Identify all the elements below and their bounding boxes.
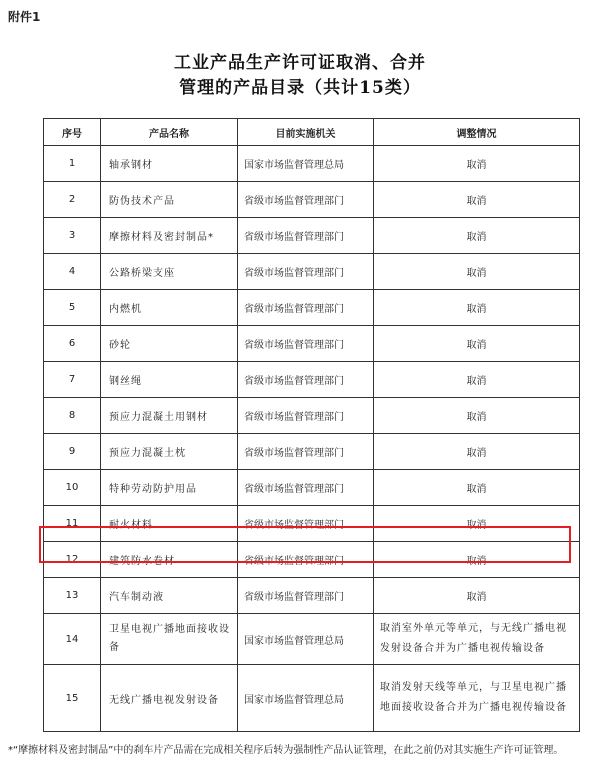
row-product-name: 预应力混凝土用钢材: [101, 398, 238, 434]
row-agency: 国家市场监督管理总局: [238, 146, 374, 182]
row-product-name: 内燃机: [101, 290, 238, 326]
row-agency: 省级市场监督管理部门: [238, 578, 374, 614]
row-product-name: 预应力混凝土枕: [101, 434, 238, 470]
row-product-name: 无线广播电视发射设备: [101, 665, 238, 732]
row-seq: 11: [44, 506, 101, 542]
row-seq: 4: [44, 254, 101, 290]
table-row: [44, 362, 580, 398]
row-seq: 9: [44, 434, 101, 470]
row-adjustment: 取消: [374, 398, 580, 434]
row-product-name: 摩擦材料及密封制品*: [101, 218, 238, 254]
row-seq: 1: [44, 146, 101, 182]
row-seq: 3: [44, 218, 101, 254]
row-seq: 2: [44, 182, 101, 218]
table-row: [44, 254, 580, 290]
row-agency: 省级市场监督管理部门: [238, 398, 374, 434]
table-row: [44, 470, 580, 506]
row-agency: 省级市场监督管理部门: [238, 362, 374, 398]
row-adjustment: 取消: [374, 326, 580, 362]
row-adjustment: 取消: [374, 254, 580, 290]
row-adjustment: 取消: [374, 182, 580, 218]
row-agency: 省级市场监督管理部门: [238, 506, 374, 542]
row-agency: 省级市场监督管理部门: [238, 326, 374, 362]
table-row: [44, 182, 580, 218]
row-product-name: 特种劳动防护用品: [101, 470, 238, 506]
row-seq: 13: [44, 578, 101, 614]
row-agency: 省级市场监督管理部门: [238, 470, 374, 506]
row-adjustment: 取消: [374, 470, 580, 506]
table-row: [44, 614, 580, 665]
row-adjustment: 取消室外单元等单元，与无线广播电视发射设备合并为广播电视传输设备: [374, 614, 580, 665]
row-seq: 6: [44, 326, 101, 362]
row-seq: 12: [44, 542, 101, 578]
row-agency: 省级市场监督管理部门: [238, 290, 374, 326]
product-catalog-table: [43, 118, 580, 732]
row-agency: 省级市场监督管理部门: [238, 182, 374, 218]
row-agency: 省级市场监督管理部门: [238, 434, 374, 470]
row-seq: 8: [44, 398, 101, 434]
row-agency: 省级市场监督管理部门: [238, 254, 374, 290]
row-product-name: 钢丝绳: [101, 362, 238, 398]
row-adjustment: 取消: [374, 542, 580, 578]
row-adjustment: 取消: [374, 218, 580, 254]
row-product-name: 轴承钢材: [101, 146, 238, 182]
table-row: [44, 434, 580, 470]
table-row-highlighted: [44, 542, 580, 578]
row-seq: 14: [44, 614, 101, 665]
row-product-name: 砂轮: [101, 326, 238, 362]
header-agency: 目前实施机关: [238, 119, 374, 146]
row-seq: 5: [44, 290, 101, 326]
header-product-name: 产品名称: [101, 119, 238, 146]
row-product-name: 防伪技术产品: [101, 182, 238, 218]
attachment-label: 附件1: [8, 10, 41, 24]
row-seq: 7: [44, 362, 101, 398]
row-product-name: 汽车制动液: [101, 578, 238, 614]
table-row: [44, 398, 580, 434]
table-row: [44, 326, 580, 362]
row-adjustment: 取消: [374, 506, 580, 542]
footnote: *“摩擦材料及密封制品”中的刹车片产品需在完成相关程序后转为强制性产品认证管理，在此之前仍对其实施生产许可证管理。: [8, 745, 564, 756]
table-row: [44, 146, 580, 182]
row-product-name: 卫星电视广播地面接收设备: [101, 614, 238, 665]
table-header-row: [44, 119, 580, 146]
row-adjustment: 取消: [374, 362, 580, 398]
row-agency: 国家市场监督管理总局: [238, 614, 374, 665]
document-title-line2: 管理的产品目录（共计15类）: [179, 78, 421, 98]
row-product-name: 建筑防水卷材: [101, 542, 238, 578]
table-row: [44, 290, 580, 326]
document-title-line1: 工业产品生产许可证取消、合并: [174, 53, 426, 73]
row-adjustment: 取消: [374, 434, 580, 470]
row-product-name: 公路桥梁支座: [101, 254, 238, 290]
table-row: [44, 506, 580, 542]
row-product-name: 耐火材料: [101, 506, 238, 542]
header-seq: 序号: [44, 119, 101, 146]
row-agency: 国家市场监督管理总局: [238, 665, 374, 732]
row-agency: 省级市场监督管理部门: [238, 218, 374, 254]
row-adjustment: 取消: [374, 146, 580, 182]
row-agency: 省级市场监督管理部门: [238, 542, 374, 578]
row-adjustment: 取消: [374, 290, 580, 326]
header-adjustment: 调整情况: [374, 119, 580, 146]
table-row: [44, 665, 580, 732]
row-seq: 15: [44, 665, 101, 732]
table-row: [44, 578, 580, 614]
row-seq: 10: [44, 470, 101, 506]
row-adjustment: 取消发射天线等单元，与卫星电视广播地面接收设备合并为广播电视传输设备: [374, 665, 580, 732]
row-adjustment: 取消: [374, 578, 580, 614]
table-row: [44, 218, 580, 254]
